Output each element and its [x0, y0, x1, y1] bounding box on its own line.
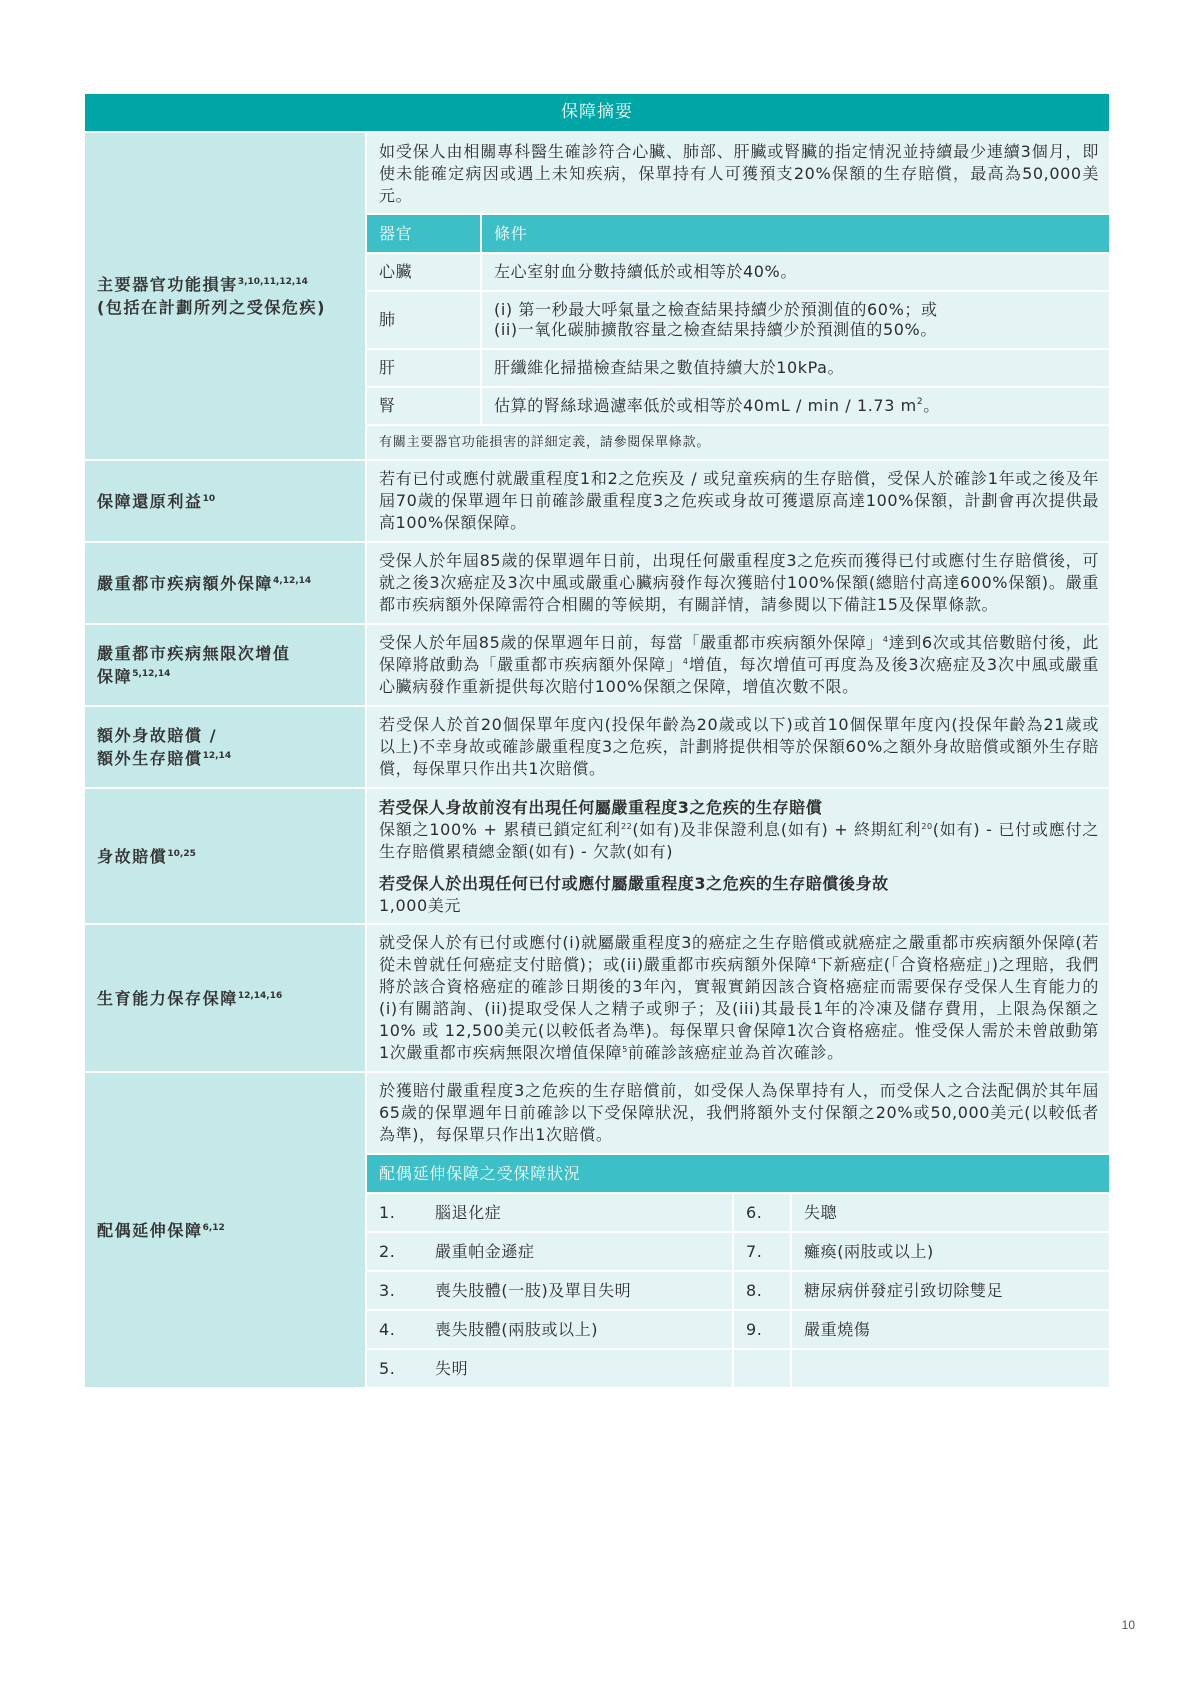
row-label [85, 625, 365, 705]
condition-row [367, 1231, 1109, 1270]
condition-text: 估算的腎絲球過濾率低於或相等於40mL / min / 1.73 m [494, 396, 917, 415]
item-number: 4. [379, 1319, 396, 1339]
condition-row [367, 1348, 1109, 1387]
row-label [85, 789, 365, 923]
row-severe-dreaded-disease-extra [85, 541, 1109, 623]
condition-text-end: 。 [923, 396, 940, 415]
row-label [85, 543, 365, 623]
label-text-line2: 額外生存賠償 [97, 749, 203, 768]
organ-name: 腎 [379, 396, 396, 415]
item-number: 8. [746, 1280, 763, 1300]
item-text: 失聰 [804, 1202, 838, 1222]
item-number: 5. [379, 1358, 396, 1378]
row-text: 受保人於年屆85歲的保單週年日前，出現任何嚴重程度3之危疾而獲得已付或應付生存賠償後，可就之後3次癌症及3次中風或嚴重心臟病發作每次獲賠付100%保額(總賠付高達600%保額)。嚴重都市疾病額外保障需符合相關的等候期，有關詳情，請參閱以下備註15及保單條款。 [379, 551, 1099, 614]
item-text: 喪失肢體(兩肢或以上) [435, 1319, 599, 1339]
organ-condition [482, 292, 1109, 348]
organ-condition: 左心室射血分數持續低於或相等於40%。 [494, 262, 797, 281]
col-condition-header: 條件 [494, 224, 528, 243]
footnote-ref: 3,10,11,12,14 [237, 277, 308, 287]
footnote-ref: 5 [622, 1045, 628, 1054]
row-label [85, 133, 365, 459]
row-spouse-extension [85, 1071, 1109, 1387]
row-extra-death-survival [85, 705, 1109, 787]
organ-row [367, 290, 1109, 348]
item-number: 2. [379, 1241, 396, 1261]
organ-row [367, 386, 1109, 424]
page-number: 10 [1121, 1618, 1135, 1632]
footnote-ref: 4 [811, 957, 817, 966]
subheading: 若受保人於出現任何已付或應付屬嚴重程度3之危疾的生存賠償後身故 [379, 874, 889, 893]
organ-condition [482, 388, 1109, 424]
row-text: 若受保人於首20個保單年度內(投保年齡為20歲或以下)或首10個保單年度內(投保年齡為21歲或以上)不幸身故或確診嚴重程度3之危疾，計劃將提供相等於保額60%之額外身故賠償或額外生存賠償，每保單只作出共1次賠償。 [379, 715, 1099, 778]
item-text: 失明 [435, 1358, 469, 1378]
text-part: (如有)及非保證利息(如有) + 終期紅利 [632, 820, 922, 839]
row-label [85, 461, 365, 541]
label-subtext: (包括在計劃所列之受保危疾) [97, 298, 327, 317]
text-part: 就受保人於有已付或應付(i)就屬嚴重程度3的癌症之生存賠償或就癌症之嚴重都市疾病額外保障(若從未曾就任何癌症支付賠償)；或(ii)嚴重都市疾病額外保障 [379, 933, 1099, 974]
row-content [367, 707, 1109, 787]
row-label [85, 707, 365, 787]
row-text [367, 625, 1109, 705]
item-number: 9. [746, 1319, 763, 1339]
row-content [367, 925, 1109, 1071]
row-unlimited-boost [85, 623, 1109, 705]
item-text: 腦退化症 [435, 1202, 502, 1222]
text-part: 增值，每次增值可再度為及後3次癌症及3次中風或嚴重心臟病發作重新提供每次賠付100%保額之保障，增值次數不限。 [379, 655, 1099, 696]
label-text: 生育能力保存保障 [97, 988, 238, 1008]
footnote-ref: 12,14 [202, 751, 232, 761]
intro-text: 如受保人由相關專科醫生確診符合心臟、肺部、肝臟或腎臟的指定情況並持續最少連續3個月，即使未能確定病因或遇上未知疾病，保單持有人可獲預支20%保額的生存賠償，最高為50,000美元。 [379, 142, 1099, 205]
item-text: 癱瘓(兩肢或以上) [804, 1241, 934, 1261]
item-number [734, 1350, 790, 1387]
label-text: 嚴重都市疾病無限次增值 [97, 644, 291, 663]
organ-name: 心臟 [379, 262, 413, 281]
label-text: 保障還原利益 [97, 491, 203, 511]
footnote-ref: 5,12,14 [132, 669, 171, 679]
label-text: 配偶延伸保障 [97, 1220, 203, 1240]
footnote-ref: 4 [882, 635, 889, 644]
organ-name: 肺 [379, 310, 396, 329]
footnote-ref: 4 [682, 657, 689, 666]
row-content [367, 461, 1109, 541]
condition-row [367, 1270, 1109, 1309]
item-number: 6. [746, 1202, 763, 1222]
footnote-ref: 4,12,14 [273, 575, 312, 586]
intro-text: 於獲賠付嚴重程度3之危疾的生存賠償前，如受保人為保單持有人，而受保人之合法配偶於其年屆65歲的保單週年日前確診以下受保障狀況，我們將額外支付保額之20%或50,000美元(以較低者為準)，每保單只作出1次賠償。 [379, 1081, 1099, 1144]
row-content [367, 625, 1109, 705]
row-content [367, 1073, 1109, 1387]
text-part: 保額之100% + 累積已鎖定紅利 [379, 820, 621, 839]
text-part: 達到6次或其倍數賠付後，此保障將啟動為「嚴重都市疾病額外保障」 [379, 633, 1099, 674]
condition-row [367, 1192, 1109, 1231]
text-part: 受保人於年屆85歲的保單週年日前，每當「嚴重都市疾病額外保障」 [379, 633, 883, 652]
footnote-ref: 6,12 [202, 1222, 225, 1233]
table-header: 保障摘要 [85, 94, 1109, 131]
benefit-summary-table [85, 94, 1109, 1387]
row-label [85, 925, 365, 1071]
row-major-organ [85, 131, 1109, 459]
label-text: 身故賠償 [97, 846, 168, 866]
item-number: 7. [746, 1241, 763, 1261]
subheading: 若受保人身故前沒有出現任何屬嚴重程度3之危疾的生存賠償 [379, 798, 823, 817]
spouse-table-title: 配偶延伸保障之受保障狀況 [379, 1164, 581, 1183]
row-death-benefit [85, 787, 1109, 923]
text-part: 下新癌症(「合資格癌症」)之理賠，我們將於該合資格癌症的確診日期後的3年內，實報實銷因該合資格癌症而需要保存受保人生育能力的(i)有關諮詢、(ii)提取受保人之精子或卵子；及(iii)其最長1年的冷凍及儲存費用，上限為保額之10% 或 12,500美元(以較低者為準)。每保單只會保障1次合資格癌症。惟受保人需於未曾啟動第1次嚴重都市疾病無限次增值保障 [379, 955, 1099, 1062]
text-part: 前確診該癌症並為首次確診。 [627, 1043, 844, 1062]
item-text: 嚴重燒傷 [804, 1319, 871, 1339]
row-text: 若有已付或應付就嚴重程度1和2之危疾及 / 或兒童疾病的生存賠償，受保人於確診1年或之後及年屆70歲的保單週年日前確診嚴重程度3之危疾或身故可獲還原高達100%保額，計劃會再次提供最高100%保額保障。 [379, 469, 1099, 532]
organ-name: 肝 [379, 358, 396, 377]
row-content [367, 543, 1109, 623]
organ-condition: 肝纖維化掃描檢查結果之數值持續大於10kPa。 [494, 358, 845, 377]
row-benefit-reinstatement [85, 459, 1109, 541]
row-fertility-preservation [85, 923, 1109, 1071]
row-content [367, 133, 1109, 459]
footnote-ref: 22 [620, 822, 633, 831]
condition-line: (i) 第一秒最大呼氣量之檢查結果持續少於預測值的60%；或 [494, 300, 938, 319]
superscript: 2 [916, 397, 924, 407]
organ-row [367, 348, 1109, 386]
row-content [367, 789, 1109, 923]
organ-row [367, 252, 1109, 290]
item-text: 嚴重帕金遜症 [435, 1241, 535, 1261]
item-number: 1. [379, 1202, 396, 1222]
item-text [792, 1350, 1109, 1387]
condition-line: (ii)一氧化碳肺擴散容量之檢查結果持續少於預測值的50%。 [494, 320, 937, 339]
condition-row [367, 1309, 1109, 1348]
organ-note: 有關主要器官功能損害的詳細定義，請參閱保單條款。 [367, 424, 1109, 459]
row-text [367, 819, 1109, 863]
item-text: 喪失肢體(一肢)及單目失明 [435, 1280, 632, 1300]
col-organ-header: 器官 [379, 224, 413, 243]
footnote-ref: 10 [202, 493, 216, 504]
label-text: 主要器官功能損害 [97, 275, 238, 294]
row-text [367, 925, 1109, 1071]
label-text: 嚴重都市疾病額外保障 [97, 573, 274, 593]
row-label [85, 1073, 365, 1387]
organ-table-header [367, 213, 1109, 252]
item-text: 糖尿病併發症引致切除雙足 [804, 1280, 1004, 1300]
footnote-ref: 10,25 [167, 848, 196, 859]
spouse-table-header [367, 1153, 1109, 1192]
item-number: 3. [379, 1280, 396, 1300]
footnote-ref: 12,14,16 [237, 990, 283, 1001]
text-part: (如有) - 已付或應付之生存賠償累積總金額(如有) - 欠款(如有) [379, 820, 1099, 861]
footnote-ref: 20 [921, 822, 933, 831]
label-text-line2: 保障 [97, 667, 133, 686]
row-text: 1,000美元 [379, 896, 462, 915]
label-text: 額外身故賠償 / [97, 726, 218, 745]
